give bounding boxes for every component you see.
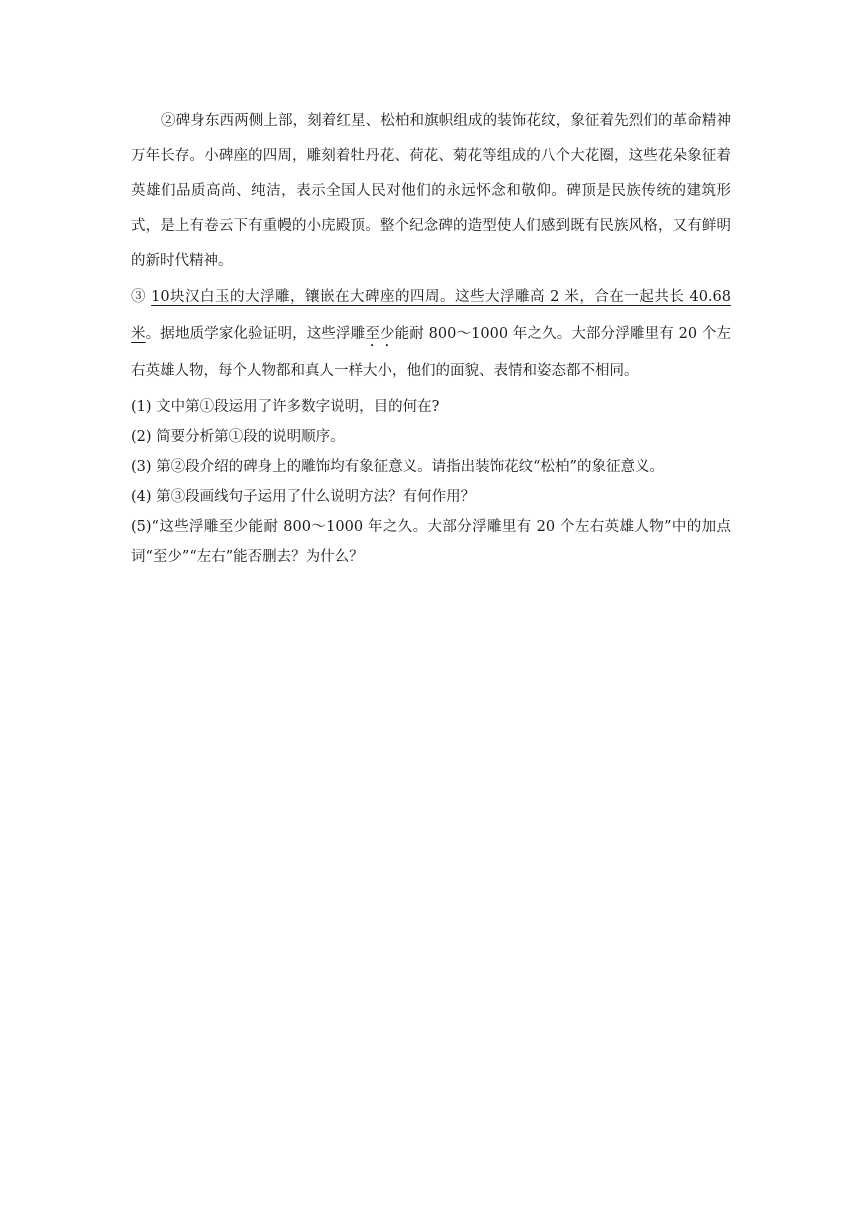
paragraph-3-middle: 。据地质学家化验证明，这些浮雕 [145,326,366,342]
question-2: (2) 简要分析第①段的说明顺序。 [131,429,345,445]
paragraph-2: ②碑身东西两侧上部，刻着红星、松柏和旗帜组成的装饰花纹，象征着先烈们的革命精神万年长存。小碑座的四周，雕刻着牡丹花、荷花、菊花等组成的八个大花圈，这些花朵象征着英雄们品质高尚、纯洁，表示全国人民对他们的永远怀念和敬仰。碑顶是民族传统的建筑形式，是上有卷云下有重幔的小庑殿顶。整个纪念碑的造型使人们感到既有民族风格，又有鲜明的新时代精神。 [131,113,731,269]
question-4: (4) 第③段画线句子运用了什么说明方法？有何作用？ [131,489,476,505]
question-3: (3) 第②段介绍的碑身上的雕饰均有象征意义。请指出装饰花纹“松柏”的象征意义。 [131,459,664,475]
underlined-sentence: 10块汉白玉的大浮雕，镶嵌在大碑座的四周。这些大浮雕高 2 米，合在一起共长 40.68米 [131,289,732,342]
paragraph-3-tail: 英雄人物，每个人物都和真人一样大小，他们的面貌、表情和姿态都不相同。 [145,363,639,379]
emphasized-word-zuoyou: 左右 [131,326,732,379]
question-5: (5)“这些浮雕至少能耐 800～1000 年之久。大部分浮雕里有 20 个左右英雄人物”中的加点词“至少”“左右”能否删去？为什么？ [131,519,731,565]
emphasized-word-zhishao: 至少 [365,326,395,342]
question-list [131,392,731,572]
paragraph-3-marker: ③ [131,289,152,305]
question-1: (1) 文中第①段运用了许多数字说明，目的何在? [131,399,440,415]
document-body [131,104,731,572]
paragraph-3 [131,279,731,390]
paragraph-3-middle2: 能耐 800～1000 年之久。大部分浮雕里有 20 个 [394,326,717,342]
